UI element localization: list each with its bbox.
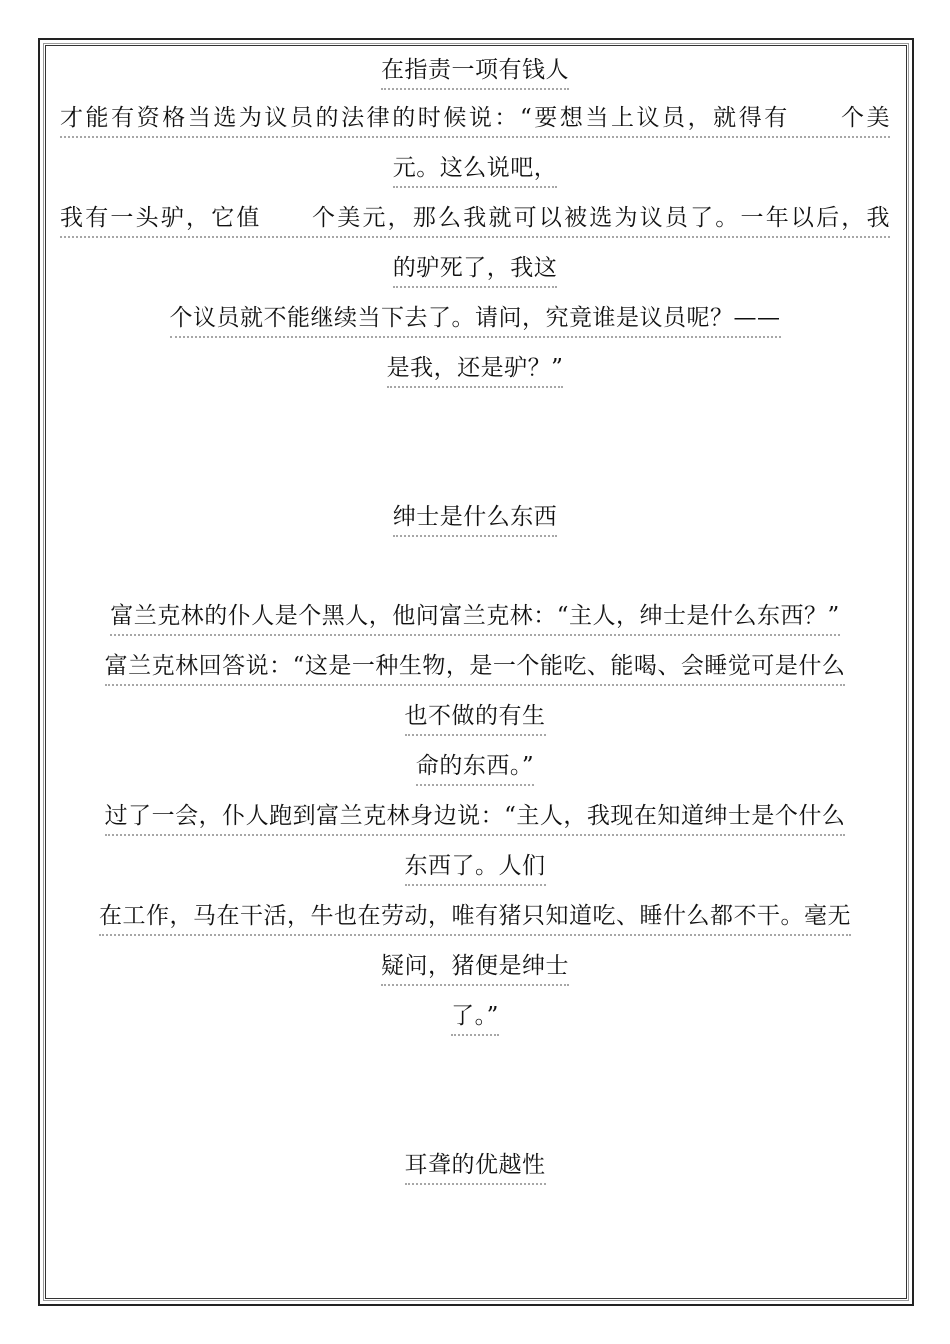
text-line: 在工作，马在干活，牛也在劳动，唯有猪只知道吃、睡什么都不干。毫无: [60, 901, 890, 936]
section-heading: 绅士是什么东西: [60, 502, 890, 537]
text-line: 东西了。人们: [60, 851, 890, 886]
text-line: 我有一头驴，它值 个美元，那么我就可以被选为议员了。一年以后，我: [60, 203, 890, 238]
text-line: 过了一会，仆人跑到富兰克林身边说：“主人，我现在知道绅士是个什么: [60, 801, 890, 836]
text-line: 命的东西。”: [60, 751, 890, 786]
text-line: 富兰克林的仆人是个黑人，他问富兰克林：“主人，绅士是什么东西？”: [60, 601, 890, 636]
text-line: 也不做的有生: [60, 701, 890, 736]
text-line: 的驴死了，我这: [60, 253, 890, 288]
text-line: 个议员就不能继续当下去了。请问，究竟谁是议员呢？——: [60, 303, 890, 338]
text-line: 疑问，猪便是绅士: [60, 951, 890, 986]
text-line: 了。”: [60, 1001, 890, 1036]
section-heading: 耳聋的优越性: [60, 1150, 890, 1185]
text-line: 是我，还是驴？”: [60, 353, 890, 388]
text-line: 富兰克林回答说：“这是一种生物，是一个能吃、能喝、会睡觉可是什么: [60, 651, 890, 686]
section-heading: 在指责一项有钱人: [60, 55, 890, 90]
text-line: 元。这么说吧，: [60, 153, 890, 188]
text-line: 才能有资格当选为议员的法律的时候说：“要想当上议员，就得有 个美: [60, 103, 890, 138]
